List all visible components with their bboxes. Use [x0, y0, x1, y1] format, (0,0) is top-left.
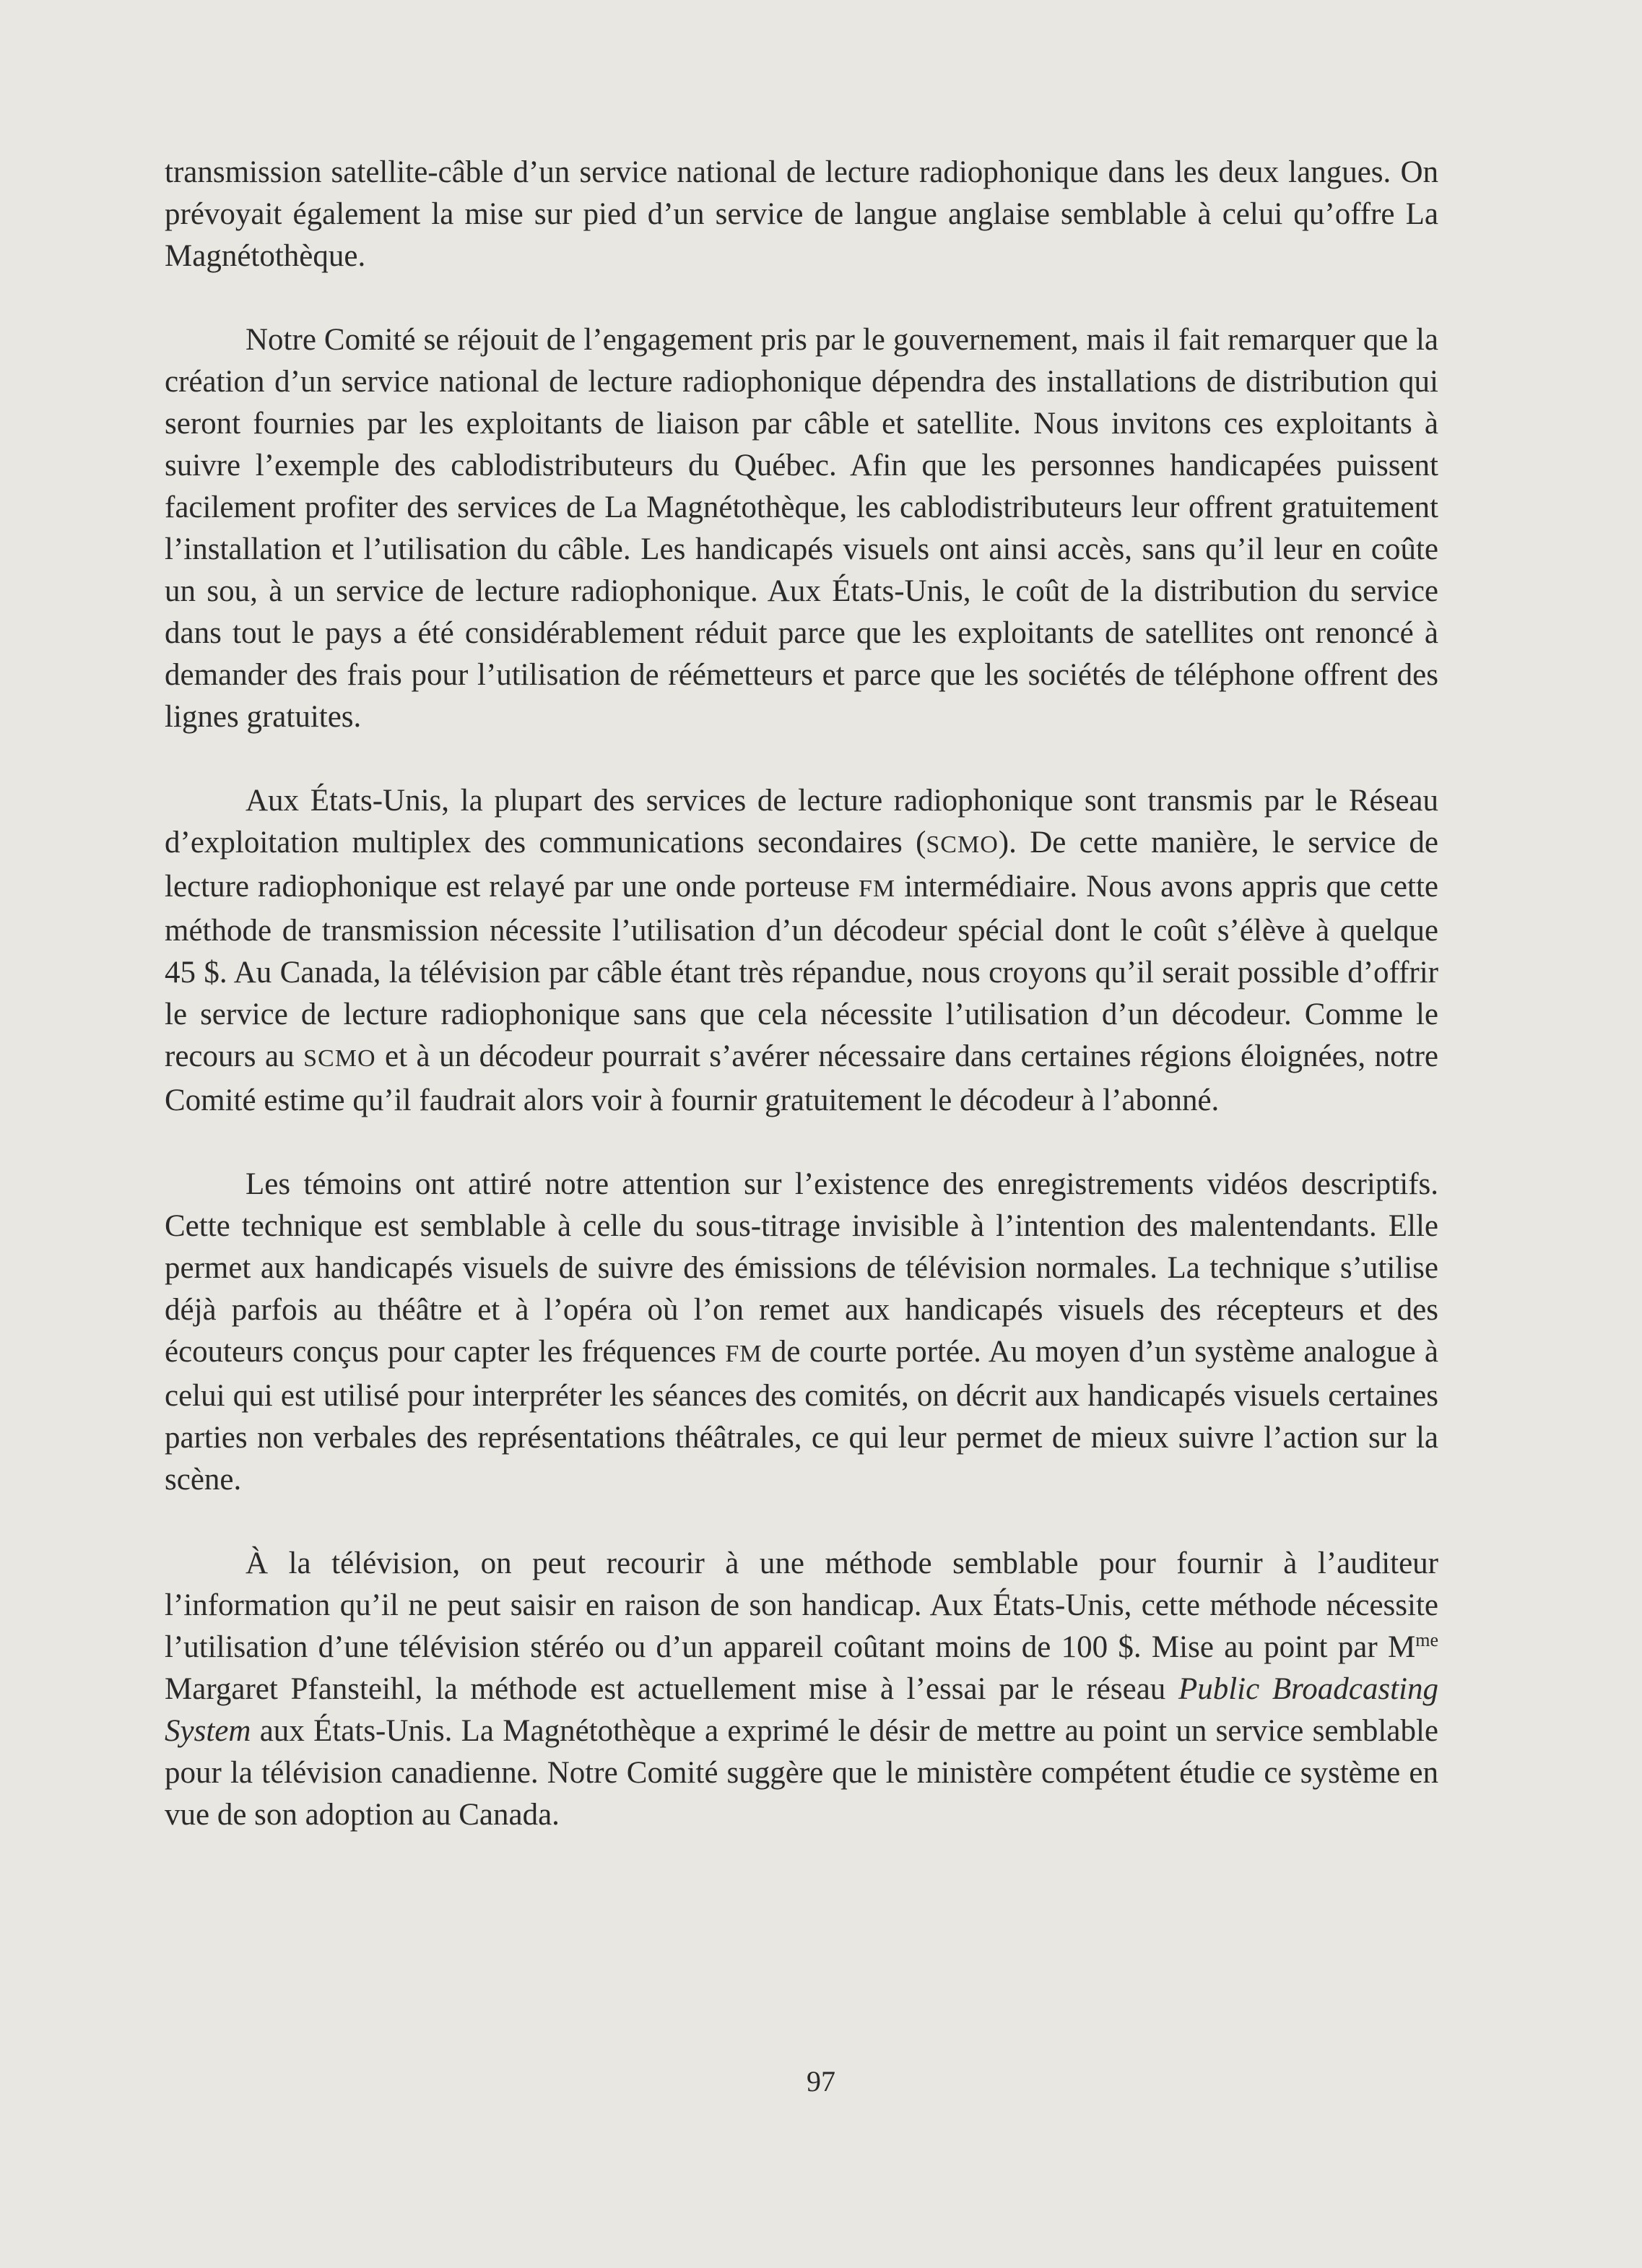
- paragraph: [165, 319, 1438, 738]
- paragraph: [165, 152, 1438, 277]
- acronym-small-caps: SCMO: [926, 831, 999, 858]
- text-run: de courte portée. Au moyen d’un système analogue à celui qui est utilisé pour interpréter les séances des comités, on décrit aux handicapés visuels certaines parties non verbales des représentations théâtrales, ce qui leur permet de mieux suivre l’action sur la scène.: [165, 1335, 1439, 1497]
- paragraph: [165, 1543, 1438, 1836]
- text-run: intermédiaire. Nous avons appris que cette méthode de transmission nécessite l’utilisation d’un décodeur spécial dont le coût s’élève à quelque 45 $. Au Canada, la télévision par câble étant très répandue, nous croyons qu’il serait possible d’offrir le service de lecture radiophonique sans que cela nécessite l’utilisation d’un décodeur. Comme le recours au: [165, 870, 1438, 1073]
- text-run: À la télévision, on peut recourir à une méthode semblable pour fournir à l’auditeur l’information qu’il ne peut saisir en raison de son handicap. Aux États-Unis, cette méthode nécessite l’utilisation d’une télévision stéréo ou d’un appareil coûtant moins de 100 $. Mise au point par M: [165, 1546, 1438, 1664]
- paragraph: [165, 1164, 1438, 1501]
- text-run: transmission satellite-câble d’un service national de lecture radiophonique dans les deux langues. On prévoyait également la mise sur pied d’un service de langue anglaise semblable à celui qu’offre La Magnétothèque.: [165, 155, 1438, 273]
- text-run: Aux États-Unis, la plupart des services de lecture radiophonique sont transmis par le Réseau d’exploitation multiplex des communications secondaires (: [165, 784, 1438, 860]
- body-text: [165, 152, 1438, 1836]
- paragraph: [165, 780, 1438, 1122]
- italic-title: Public Broadcasting System: [165, 1672, 1438, 1748]
- text-run: Margaret Pfansteihl, la méthode est actuellement mise à l’essai par le réseau: [165, 1672, 1178, 1706]
- acronym-small-caps: FM: [859, 875, 896, 902]
- acronym-small-caps: FM: [725, 1341, 763, 1367]
- text-run: aux États-Unis. La Magnétothèque a exprimé le désir de mettre au point un service semblable pour la télévision canadienne. Notre Comité suggère que le ministère compétent étudie ce système en vue de son adoption au Canada.: [165, 1714, 1438, 1832]
- text-run: et à un décodeur pourrait s’avérer nécessaire dans certaines régions éloignées, notre Comité estime qu’il faudrait alors voir à fournir gratuitement le décodeur à l’abonné.: [165, 1039, 1438, 1117]
- acronym-small-caps: SCMO: [303, 1045, 376, 1072]
- text-run: Les témoins ont attiré notre attention sur l’existence des enregistrements vidéos descriptifs. Cette technique est semblable à celle du sous-titrage invisible à l’intention des malentendants. Elle permet aux handicapés visuels de suivre des émissions de télévision normales. La technique s’utilise déjà parfois au théâtre et à l’opéra où l’on remet aux handicapés visuels des récepteurs et des écouteurs conçus pour capter les fréquences: [165, 1167, 1438, 1369]
- superscript: me: [1415, 1629, 1438, 1650]
- page-number: 97: [807, 2065, 835, 2098]
- text-run: ). De cette manière, le service de lecture radiophonique est relayé par une onde porteuse: [165, 826, 1439, 904]
- text-run: Notre Comité se réjouit de l’engagement pris par le gouvernement, mais il fait remarquer que la création d’un service national de lecture radiophonique dépendra des installations de distribution qui seront fournies par les exploitants de liaison par câble et satellite. Nous invitons ces exploitants à suivre l’exemple des cablodistributeurs du Québec. Afin que les personnes handicapées puissent facilement profiter des services de La Magnétothèque, les cablodistributeurs leur offrent gratuitement l’installation et l’utilisation du câble. Les handicapés visuels ont ainsi accès, sans qu’il leur en coûte un sou, à un service de lecture radiophonique. Aux États-Unis, le coût de la distribution du service dans tout le pays a été considérablement réduit parce que les exploitants de satellites ont renoncé à demander des frais pour l’utilisation de réémetteurs et parce que les sociétés de téléphone offrent des lignes gratuites.: [165, 323, 1438, 734]
